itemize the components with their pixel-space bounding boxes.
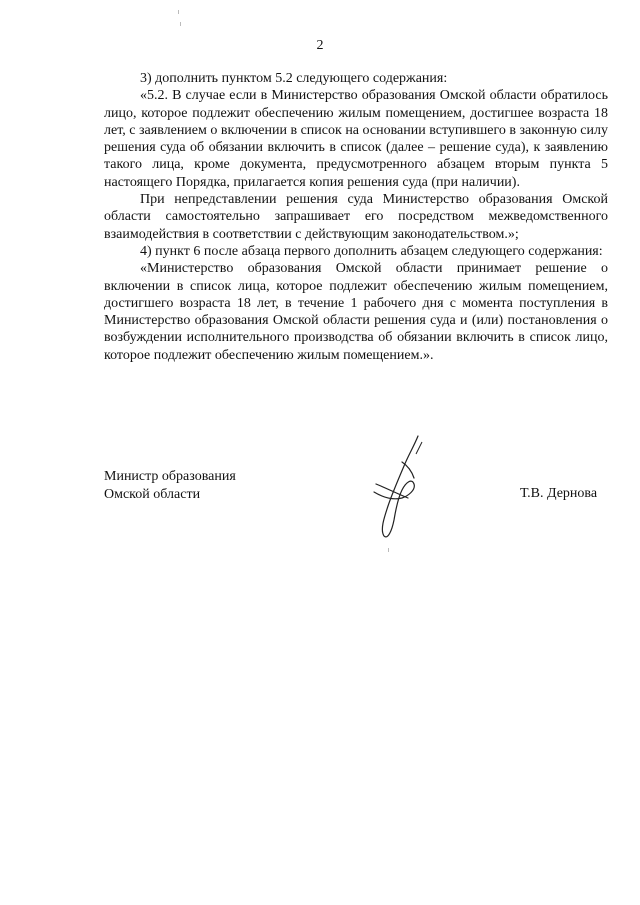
paragraph-nonsubmission: При непредставлении решения суда Министерство образования Омской области самостоятельно запрашивает его посредством межведомственного взаимодействия в соответствии с действующим законодательством.»; <box>104 192 608 242</box>
paragraph-point-5-2: «5.2. В случае если в Министерство образования Омской области обратилось лицо, которое подлежит обеспечению жилым помещением, достигшее возраста 18 лет, с заявлением о включении в список на основании вступившего в законную силу решения суда об обязании включить в список (далее – решение суда), к заявлению такого лица, кроме документа, предусмотренного абзацем вторым пункта 5 настоящего Порядка, прилагается копия решения суда (при наличии). <box>104 88 608 190</box>
signatory-title <box>104 468 236 504</box>
scan-speck <box>388 548 389 552</box>
signatory-title-line1: Министр образования <box>104 469 236 484</box>
paragraph-decision: «Министерство образования Омской области принимает решение о включении в список лица, которое подлежит обеспечению жилым помещением, достигшего возраста 18 лет, в течение 1 рабочего дня с момента поступления в Министерство образования Омской области решения суда и (или) постановления о возбуждении исполнительного производства об обязании включить в список лицо, которое подлежит обеспечению жилым помещением.». <box>104 261 608 363</box>
page-number: 2 <box>316 38 324 53</box>
signatory-name: Т.В. Дернова <box>520 486 598 501</box>
scan-speck <box>180 22 181 26</box>
paragraph-item-3: 3) дополнить пунктом 5.2 следующего содержания: <box>140 71 448 86</box>
signatory-title-line2: Омской области <box>104 487 201 502</box>
scan-speck <box>178 10 179 14</box>
handwritten-signature <box>362 432 442 542</box>
document-body <box>104 70 608 364</box>
paragraph-item-4: 4) пункт 6 после абзаца первого дополнить абзацем следующего содержания: <box>140 243 603 259</box>
